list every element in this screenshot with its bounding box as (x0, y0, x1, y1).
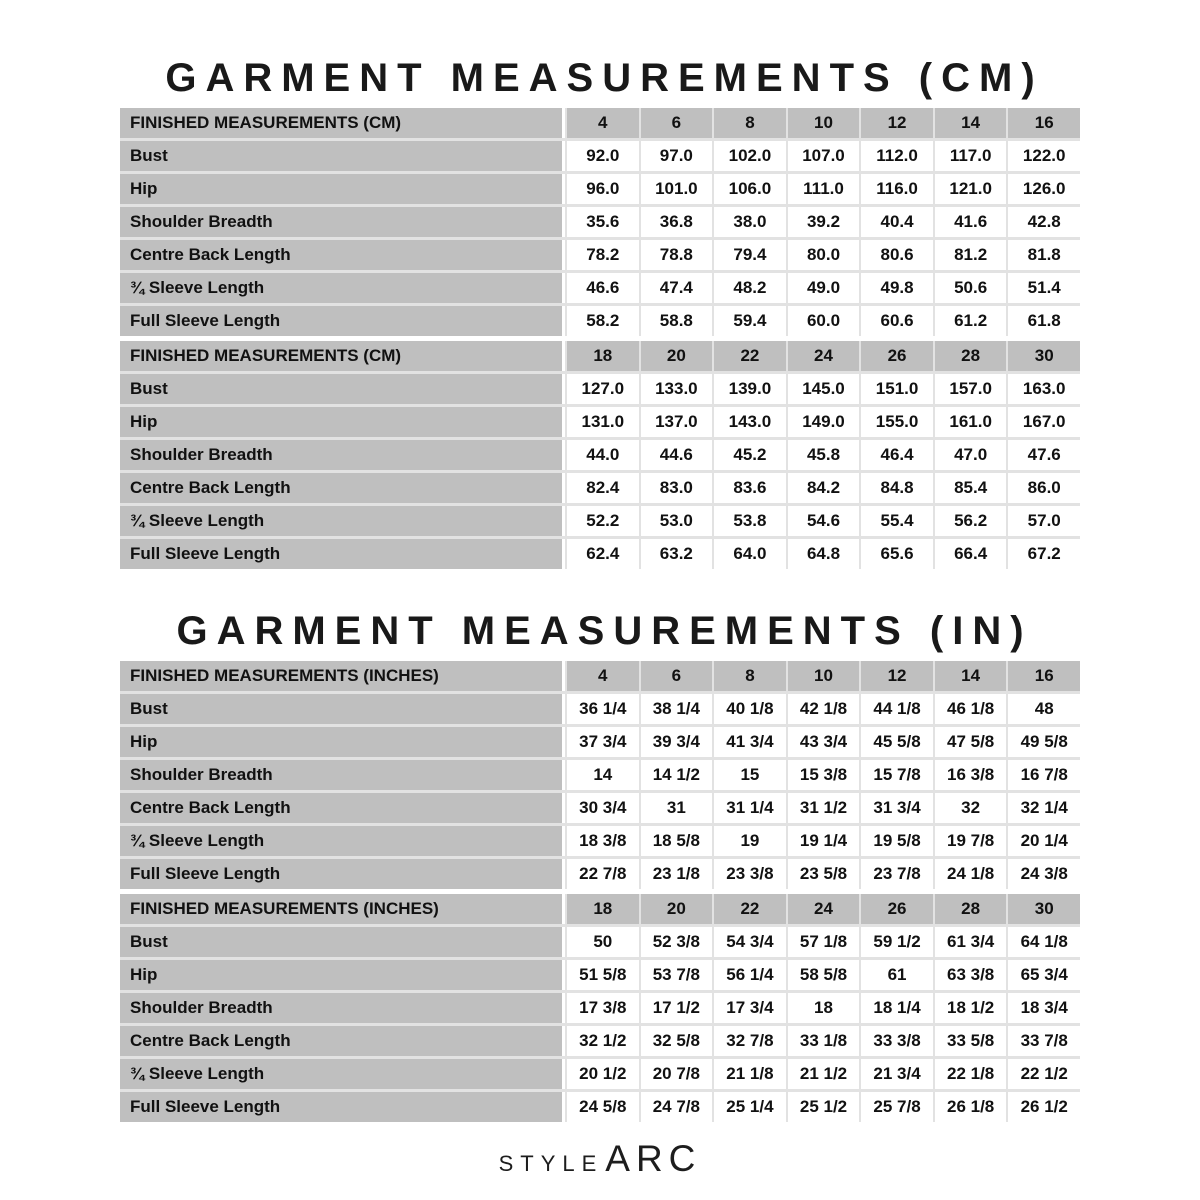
measurement-value-cell: 44 1/8 (861, 694, 933, 724)
row-label-cell: Centre Back Length (120, 240, 565, 270)
size-header-cell: 26 (861, 341, 933, 371)
size-header-cell: 20 (641, 894, 713, 924)
measurement-value-cell: 31 (641, 793, 713, 823)
row-label-cell: Centre Back Length (120, 793, 565, 823)
measurement-value-cell: 42 1/8 (788, 694, 860, 724)
measurement-value-cell: 25 7/8 (861, 1092, 933, 1122)
measurement-value-cell: 37 3/4 (567, 727, 639, 757)
measurement-value-cell: 36.8 (641, 207, 713, 237)
measurement-value-cell: 149.0 (788, 407, 860, 437)
measurement-value-cell: 64.0 (714, 539, 786, 569)
size-header-cell: 14 (935, 108, 1007, 138)
row-label-cell: Bust (120, 374, 565, 404)
measurement-value-cell: 145.0 (788, 374, 860, 404)
size-header-cell: 28 (935, 894, 1007, 924)
measurement-value-cell: 40 1/8 (714, 694, 786, 724)
measurement-value-cell: 40.4 (861, 207, 933, 237)
measurement-value-cell: 19 7/8 (935, 826, 1007, 856)
measurement-value-cell: 56 1/4 (714, 960, 786, 990)
measurement-value-cell: 67.2 (1008, 539, 1080, 569)
measurement-value-cell: 36 1/4 (567, 694, 639, 724)
measurement-value-cell: 24 7/8 (641, 1092, 713, 1122)
measurement-value-cell: 122.0 (1008, 141, 1080, 171)
measurement-value-cell: 60.6 (861, 306, 933, 336)
measurement-value-cell: 17 1/2 (641, 993, 713, 1023)
size-header-cell: 14 (935, 661, 1007, 691)
measurement-value-cell: 60.0 (788, 306, 860, 336)
measurement-value-cell: 157.0 (935, 374, 1007, 404)
size-header-cell: 12 (861, 108, 933, 138)
measurement-value-cell: 31 1/2 (788, 793, 860, 823)
measurement-value-cell: 15 3/8 (788, 760, 860, 790)
row-label-cell: Hip (120, 960, 565, 990)
measurement-value-cell: 15 7/8 (861, 760, 933, 790)
measurement-value-cell: 23 1/8 (641, 859, 713, 889)
table-section (120, 108, 1080, 336)
size-header-cell: 18 (567, 341, 639, 371)
measurement-value-cell: 16 7/8 (1008, 760, 1080, 790)
measurement-value-cell: 80.0 (788, 240, 860, 270)
measurement-value-cell: 38 1/4 (641, 694, 713, 724)
measurement-value-cell: 163.0 (1008, 374, 1080, 404)
measurement-value-cell: 47.6 (1008, 440, 1080, 470)
section-header-label: FINISHED MEASUREMENTS (CM) (120, 341, 565, 371)
size-header-cell: 6 (641, 661, 713, 691)
size-header-cell: 10 (788, 661, 860, 691)
measurement-value-cell: 41 3/4 (714, 727, 786, 757)
style-arc-logo (0, 1138, 1200, 1180)
measurement-value-cell: 151.0 (861, 374, 933, 404)
measurement-value-cell: 61.8 (1008, 306, 1080, 336)
measurement-value-cell: 112.0 (861, 141, 933, 171)
measurement-value-cell: 58.2 (567, 306, 639, 336)
measurement-value-cell: 42.8 (1008, 207, 1080, 237)
size-header-cell: 10 (788, 108, 860, 138)
measurement-value-cell: 57.0 (1008, 506, 1080, 536)
size-header-cell: 22 (714, 894, 786, 924)
size-header-cell: 24 (788, 894, 860, 924)
measurement-value-cell: 44.6 (641, 440, 713, 470)
measurement-value-cell: 54 3/4 (714, 927, 786, 957)
measurement-value-cell: 56.2 (935, 506, 1007, 536)
size-header-cell: 4 (567, 661, 639, 691)
measurement-value-cell: 47.4 (641, 273, 713, 303)
measurement-value-cell: 49 5/8 (1008, 727, 1080, 757)
measurement-value-cell: 23 5/8 (788, 859, 860, 889)
row-label-cell: Hip (120, 174, 565, 204)
measurement-value-cell: 46.6 (567, 273, 639, 303)
measurement-value-cell: 24 5/8 (567, 1092, 639, 1122)
measurement-value-cell: 63.2 (641, 539, 713, 569)
measurement-value-cell: 22 1/2 (1008, 1059, 1080, 1089)
table-section (120, 894, 1080, 1122)
measurement-value-cell: 14 1/2 (641, 760, 713, 790)
row-label-cell: Full Sleeve Length (120, 539, 565, 569)
measurement-value-cell: 18 5/8 (641, 826, 713, 856)
row-label-cell: Bust (120, 694, 565, 724)
measurement-value-cell: 81.2 (935, 240, 1007, 270)
measurement-value-cell: 107.0 (788, 141, 860, 171)
measurement-value-cell: 18 (788, 993, 860, 1023)
row-label-cell: Centre Back Length (120, 1026, 565, 1056)
measurement-value-cell: 155.0 (861, 407, 933, 437)
measurement-value-cell: 48 (1008, 694, 1080, 724)
measurement-value-cell: 17 3/4 (714, 993, 786, 1023)
section-header-label: FINISHED MEASUREMENTS (INCHES) (120, 661, 565, 691)
measurement-value-cell: 65.6 (861, 539, 933, 569)
measurement-value-cell: 18 3/4 (1008, 993, 1080, 1023)
row-label-cell: ¾ Sleeve Length (120, 273, 565, 303)
measurement-value-cell: 53.8 (714, 506, 786, 536)
measurement-value-cell: 84.8 (861, 473, 933, 503)
measurement-value-cell: 64 1/8 (1008, 927, 1080, 957)
measurement-value-cell: 65 3/4 (1008, 960, 1080, 990)
measurement-value-cell: 19 (714, 826, 786, 856)
measurement-value-cell: 84.2 (788, 473, 860, 503)
measurement-table-inches (120, 661, 1080, 1122)
row-label-cell: Full Sleeve Length (120, 859, 565, 889)
size-header-cell: 20 (641, 341, 713, 371)
measurement-value-cell: 50 (567, 927, 639, 957)
measurement-value-cell: 82.4 (567, 473, 639, 503)
measurement-value-cell: 58 5/8 (788, 960, 860, 990)
measurement-value-cell: 61 3/4 (935, 927, 1007, 957)
measurement-value-cell: 43 3/4 (788, 727, 860, 757)
row-label-cell: Hip (120, 727, 565, 757)
measurement-value-cell: 33 3/8 (861, 1026, 933, 1056)
measurement-value-cell: 80.6 (861, 240, 933, 270)
measurement-value-cell: 83.6 (714, 473, 786, 503)
measurement-value-cell: 49.0 (788, 273, 860, 303)
measurement-value-cell: 96.0 (567, 174, 639, 204)
measurement-value-cell: 20 7/8 (641, 1059, 713, 1089)
measurement-value-cell: 61.2 (935, 306, 1007, 336)
measurement-value-cell: 33 5/8 (935, 1026, 1007, 1056)
measurement-value-cell: 39.2 (788, 207, 860, 237)
size-header-cell: 28 (935, 341, 1007, 371)
measurement-value-cell: 31 1/4 (714, 793, 786, 823)
size-header-cell: 22 (714, 341, 786, 371)
table-section (120, 661, 1080, 889)
size-header-cell: 8 (714, 108, 786, 138)
size-header-cell: 26 (861, 894, 933, 924)
measurement-value-cell: 21 3/4 (861, 1059, 933, 1089)
row-label-cell: Centre Back Length (120, 473, 565, 503)
row-label-cell: Shoulder Breadth (120, 440, 565, 470)
measurement-value-cell: 66.4 (935, 539, 1007, 569)
measurement-value-cell: 81.8 (1008, 240, 1080, 270)
measurement-value-cell: 48.2 (714, 273, 786, 303)
measurement-value-cell: 25 1/2 (788, 1092, 860, 1122)
row-label-cell: ¾ Sleeve Length (120, 506, 565, 536)
measurement-value-cell: 55.4 (861, 506, 933, 536)
measurement-value-cell: 51 5/8 (567, 960, 639, 990)
measurement-value-cell: 143.0 (714, 407, 786, 437)
row-label-cell: Bust (120, 141, 565, 171)
measurement-value-cell: 161.0 (935, 407, 1007, 437)
garment-measurements-cm-title: GARMENT MEASUREMENTS (CM) (165, 56, 1044, 100)
row-label-cell: ¾ Sleeve Length (120, 1059, 565, 1089)
measurement-value-cell: 46.4 (861, 440, 933, 470)
measurement-value-cell: 18 1/2 (935, 993, 1007, 1023)
measurement-value-cell: 47 5/8 (935, 727, 1007, 757)
size-header-cell: 8 (714, 661, 786, 691)
row-label-cell: Hip (120, 407, 565, 437)
measurement-value-cell: 41.6 (935, 207, 1007, 237)
measurement-value-cell: 18 3/8 (567, 826, 639, 856)
size-header-cell: 4 (567, 108, 639, 138)
size-header-cell: 6 (641, 108, 713, 138)
measurement-value-cell: 19 5/8 (861, 826, 933, 856)
measurement-value-cell: 20 1/2 (567, 1059, 639, 1089)
size-header-cell: 12 (861, 661, 933, 691)
measurement-value-cell: 79.4 (714, 240, 786, 270)
table-section (120, 341, 1080, 569)
measurement-value-cell: 20 1/4 (1008, 826, 1080, 856)
measurement-value-cell: 139.0 (714, 374, 786, 404)
measurement-value-cell: 18 1/4 (861, 993, 933, 1023)
row-label-cell: Shoulder Breadth (120, 760, 565, 790)
measurement-value-cell: 23 7/8 (861, 859, 933, 889)
measurement-value-cell: 14 (567, 760, 639, 790)
size-header-cell: 30 (1008, 341, 1080, 371)
measurement-value-cell: 32 7/8 (714, 1026, 786, 1056)
measurement-value-cell: 116.0 (861, 174, 933, 204)
size-header-cell: 18 (567, 894, 639, 924)
measurement-value-cell: 17 3/8 (567, 993, 639, 1023)
measurement-value-cell: 131.0 (567, 407, 639, 437)
measurement-value-cell: 57 1/8 (788, 927, 860, 957)
measurement-value-cell: 38.0 (714, 207, 786, 237)
measurement-value-cell: 102.0 (714, 141, 786, 171)
measurement-value-cell: 83.0 (641, 473, 713, 503)
measurement-value-cell: 22 1/8 (935, 1059, 1007, 1089)
row-label-cell: Full Sleeve Length (120, 1092, 565, 1122)
measurement-value-cell: 101.0 (641, 174, 713, 204)
measurement-value-cell: 15 (714, 760, 786, 790)
logo-style-text: STYLE (498, 1151, 604, 1176)
measurement-value-cell: 23 3/8 (714, 859, 786, 889)
measurement-value-cell: 97.0 (641, 141, 713, 171)
measurement-value-cell: 45.8 (788, 440, 860, 470)
measurement-value-cell: 44.0 (567, 440, 639, 470)
measurement-value-cell: 64.8 (788, 539, 860, 569)
measurement-value-cell: 106.0 (714, 174, 786, 204)
measurement-value-cell: 61 (861, 960, 933, 990)
measurement-value-cell: 35.6 (567, 207, 639, 237)
measurement-value-cell: 167.0 (1008, 407, 1080, 437)
measurement-value-cell: 53.0 (641, 506, 713, 536)
measurement-value-cell: 26 1/8 (935, 1092, 1007, 1122)
measurement-value-cell: 51.4 (1008, 273, 1080, 303)
measurement-value-cell: 62.4 (567, 539, 639, 569)
measurement-value-cell: 117.0 (935, 141, 1007, 171)
size-header-cell: 16 (1008, 661, 1080, 691)
measurement-value-cell: 39 3/4 (641, 727, 713, 757)
size-header-cell: 24 (788, 341, 860, 371)
measurement-value-cell: 33 1/8 (788, 1026, 860, 1056)
measurement-value-cell: 121.0 (935, 174, 1007, 204)
measurement-value-cell: 32 5/8 (641, 1026, 713, 1056)
row-label-cell: Full Sleeve Length (120, 306, 565, 336)
measurement-value-cell: 127.0 (567, 374, 639, 404)
measurement-value-cell: 52 3/8 (641, 927, 713, 957)
measurement-value-cell: 86.0 (1008, 473, 1080, 503)
measurement-value-cell: 126.0 (1008, 174, 1080, 204)
measurement-value-cell: 32 1/4 (1008, 793, 1080, 823)
measurement-value-cell: 31 3/4 (861, 793, 933, 823)
measurement-value-cell: 30 3/4 (567, 793, 639, 823)
measurement-value-cell: 19 1/4 (788, 826, 860, 856)
measurement-value-cell: 50.6 (935, 273, 1007, 303)
measurement-value-cell: 22 7/8 (567, 859, 639, 889)
measurement-value-cell: 26 1/2 (1008, 1092, 1080, 1122)
measurement-value-cell: 92.0 (567, 141, 639, 171)
measurement-value-cell: 59 1/2 (861, 927, 933, 957)
garment-measurements-in-title: GARMENT MEASUREMENTS (IN) (176, 609, 1033, 653)
measurement-value-cell: 16 3/8 (935, 760, 1007, 790)
measurement-value-cell: 24 3/8 (1008, 859, 1080, 889)
size-header-cell: 30 (1008, 894, 1080, 924)
measurement-value-cell: 32 (935, 793, 1007, 823)
measurement-value-cell: 46 1/8 (935, 694, 1007, 724)
measurement-value-cell: 63 3/8 (935, 960, 1007, 990)
measurement-value-cell: 58.8 (641, 306, 713, 336)
measurement-value-cell: 52.2 (567, 506, 639, 536)
measurement-value-cell: 25 1/4 (714, 1092, 786, 1122)
measurement-value-cell: 32 1/2 (567, 1026, 639, 1056)
measurement-value-cell: 137.0 (641, 407, 713, 437)
measurement-table-cm (120, 108, 1080, 569)
section-header-label: FINISHED MEASUREMENTS (CM) (120, 108, 565, 138)
measurement-value-cell: 54.6 (788, 506, 860, 536)
measurement-value-cell: 45 5/8 (861, 727, 933, 757)
measurement-value-cell: 21 1/8 (714, 1059, 786, 1089)
measurement-value-cell: 111.0 (788, 174, 860, 204)
measurement-value-cell: 78.2 (567, 240, 639, 270)
measurement-value-cell: 33 7/8 (1008, 1026, 1080, 1056)
row-label-cell: Shoulder Breadth (120, 993, 565, 1023)
section-header-label: FINISHED MEASUREMENTS (INCHES) (120, 894, 565, 924)
row-label-cell: Bust (120, 927, 565, 957)
size-header-cell: 16 (1008, 108, 1080, 138)
measurement-value-cell: 24 1/8 (935, 859, 1007, 889)
measurement-value-cell: 21 1/2 (788, 1059, 860, 1089)
measurement-value-cell: 85.4 (935, 473, 1007, 503)
measurement-value-cell: 53 7/8 (641, 960, 713, 990)
measurement-value-cell: 47.0 (935, 440, 1007, 470)
measurement-value-cell: 78.8 (641, 240, 713, 270)
logo-arc-text: ARC (605, 1138, 702, 1179)
measurement-value-cell: 49.8 (861, 273, 933, 303)
measurement-value-cell: 45.2 (714, 440, 786, 470)
measurement-value-cell: 59.4 (714, 306, 786, 336)
row-label-cell: ¾ Sleeve Length (120, 826, 565, 856)
measurement-value-cell: 133.0 (641, 374, 713, 404)
row-label-cell: Shoulder Breadth (120, 207, 565, 237)
